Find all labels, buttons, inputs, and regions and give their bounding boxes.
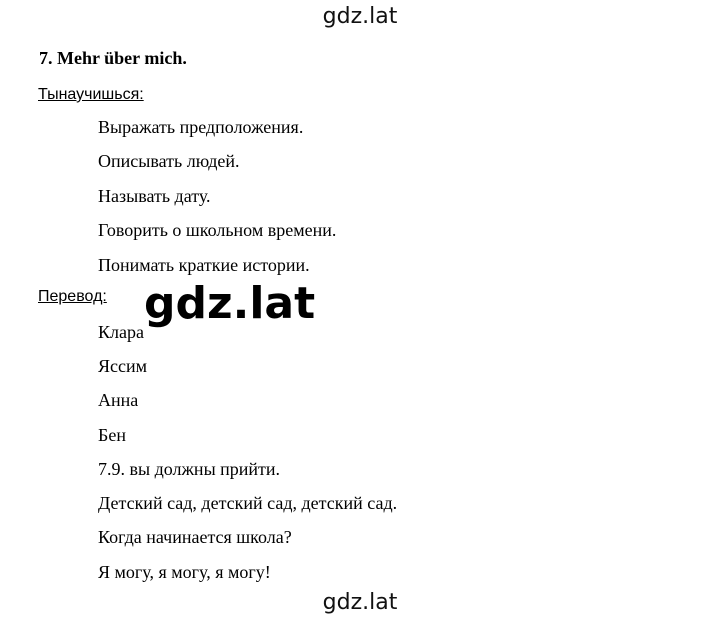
watermark-middle: gdz.lat — [144, 278, 316, 329]
learn-item: Выражать предположения. — [98, 117, 304, 137]
translation-item: Яссим — [98, 356, 148, 376]
learn-item: Понимать краткие истории. — [98, 255, 310, 275]
learn-label: Тынаучишься: — [38, 86, 144, 103]
translation-item: Я могу, я могу, я могу! — [98, 562, 271, 582]
learn-item: Называть дату. — [98, 186, 211, 206]
learn-item: Описывать людей. — [98, 151, 240, 171]
watermark-top: gdz.lat — [322, 4, 398, 29]
translation-item: Когда начинается школа? — [98, 527, 292, 547]
translation-item: Анна — [98, 390, 139, 410]
translation-item: Бен — [98, 425, 126, 445]
watermark-bottom: gdz.lat — [322, 590, 398, 615]
section-heading: 7. Mehr über mich. — [39, 48, 187, 68]
translation-item: 7.9. вы должны прийти. — [98, 459, 281, 479]
translation-item: Детский сад, детский сад, детский сад. — [98, 493, 398, 513]
translation-label: Перевод: — [38, 288, 107, 305]
learn-item: Говорить о школьном времени. — [98, 220, 337, 240]
translation-item: Клара — [98, 322, 144, 342]
